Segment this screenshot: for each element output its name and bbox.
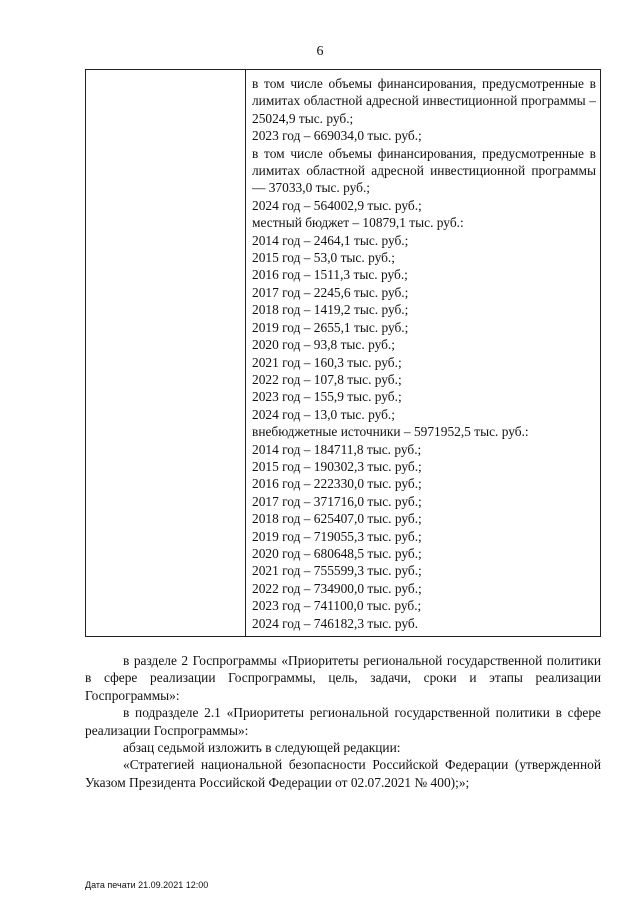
- print-date: Дата печати 21.09.2021 12:00: [85, 880, 209, 890]
- local-budget-2024: 2024 год – 13,0 тыс. руб.;: [252, 406, 395, 422]
- extrabudgetary-2020: 2020 год – 680648,5 тыс. руб.;: [252, 545, 422, 561]
- local-budget-2022: 2022 год – 107,8 тыс. руб.;: [252, 371, 402, 387]
- local-budget-2019: 2019 год – 2655,1 тыс. руб.;: [252, 319, 409, 335]
- amendment-paragraph-quote: «Стратегией национальной безопасности Российской Федерации (утвержденной Указом Президента Российской Федерации от 02.07.2021 № 400);»;: [85, 757, 601, 790]
- local-budget-2021: 2021 год – 160,3 тыс. руб.;: [252, 354, 402, 370]
- local-budget-2023: 2023 год – 155,9 тыс. руб.;: [252, 389, 402, 405]
- year-2023-total: 2023 год – 669034,0 тыс. руб.;: [252, 128, 422, 144]
- table-left-cell: [86, 70, 246, 636]
- local-budget-2016: 2016 год – 1511,3 тыс. руб.;: [252, 267, 408, 283]
- amendment-paragraph-subsection-2-1: в подразделе 2.1 «Приоритеты региональной государственной политики в сфере реализации Госпрограммы»:: [85, 705, 601, 738]
- extrabudgetary-2023: 2023 год – 741100,0 тыс. руб.;: [252, 598, 422, 614]
- extrabudgetary-2014: 2014 год – 184711,8 тыс. руб.;: [252, 441, 422, 457]
- financing-table: [85, 69, 601, 637]
- extrabudgetary-2019: 2019 год – 719055,3 тыс. руб.;: [252, 528, 422, 544]
- extrabudgetary-2015: 2015 год – 190302,3 тыс. руб.;: [252, 458, 422, 474]
- financing-note-2022: в том числе объемы финансирования, предусмотренные в лимитах областной адресной инвестиционной программы – 25024,9 тыс. руб.;: [252, 76, 596, 126]
- extrabudgetary-2018: 2018 год – 625407,0 тыс. руб.;: [252, 511, 422, 527]
- extrabudgetary-2022: 2022 год – 734900,0 тыс. руб.;: [252, 580, 422, 596]
- year-2024-total: 2024 год – 564002,9 тыс. руб.;: [252, 197, 422, 213]
- amendment-paragraph-section-2: в разделе 2 Госпрограммы «Приоритеты региональной государственной политики в сфере реализации Госпрограммы, цель, задачи, сроки и этапы реализации Госпрограммы»:: [85, 653, 601, 703]
- local-budget-2020: 2020 год – 93,8 тыс. руб.;: [252, 337, 395, 353]
- local-budget-2017: 2017 год – 2245,6 тыс. руб.;: [252, 284, 409, 300]
- extrabudgetary-2021: 2021 год – 755599,3 тыс. руб.;: [252, 563, 422, 579]
- page-number: 6: [316, 44, 324, 59]
- table-right-cell: [252, 75, 596, 632]
- local-budget-2014: 2014 год – 2464,1 тыс. руб.;: [252, 232, 409, 248]
- financing-note-2023: в том числе объемы финансирования, предусмотренные в лимитах областной адресной инвестиционной программы — 37033,0 тыс. руб.;: [252, 145, 596, 196]
- extrabudgetary-2024: 2024 год – 746182,3 тыс. руб.: [252, 615, 419, 631]
- extrabudgetary-2017: 2017 год – 371716,0 тыс. руб.;: [252, 493, 422, 509]
- local-budget-heading: местный бюджет – 10879,1 тыс. руб.:: [252, 215, 464, 231]
- local-budget-2015: 2015 год – 53,0 тыс. руб.;: [252, 250, 395, 266]
- extrabudgetary-heading: внебюджетные источники – 5971952,5 тыс. руб.:: [252, 424, 529, 440]
- local-budget-2018: 2018 год – 1419,2 тыс. руб.;: [252, 302, 409, 318]
- extrabudgetary-2016: 2016 год – 222330,0 тыс. руб.;: [252, 476, 422, 492]
- amendment-paragraph-seventh: абзац седьмой изложить в следующей редакции:: [123, 740, 401, 756]
- amendment-text: [85, 652, 601, 791]
